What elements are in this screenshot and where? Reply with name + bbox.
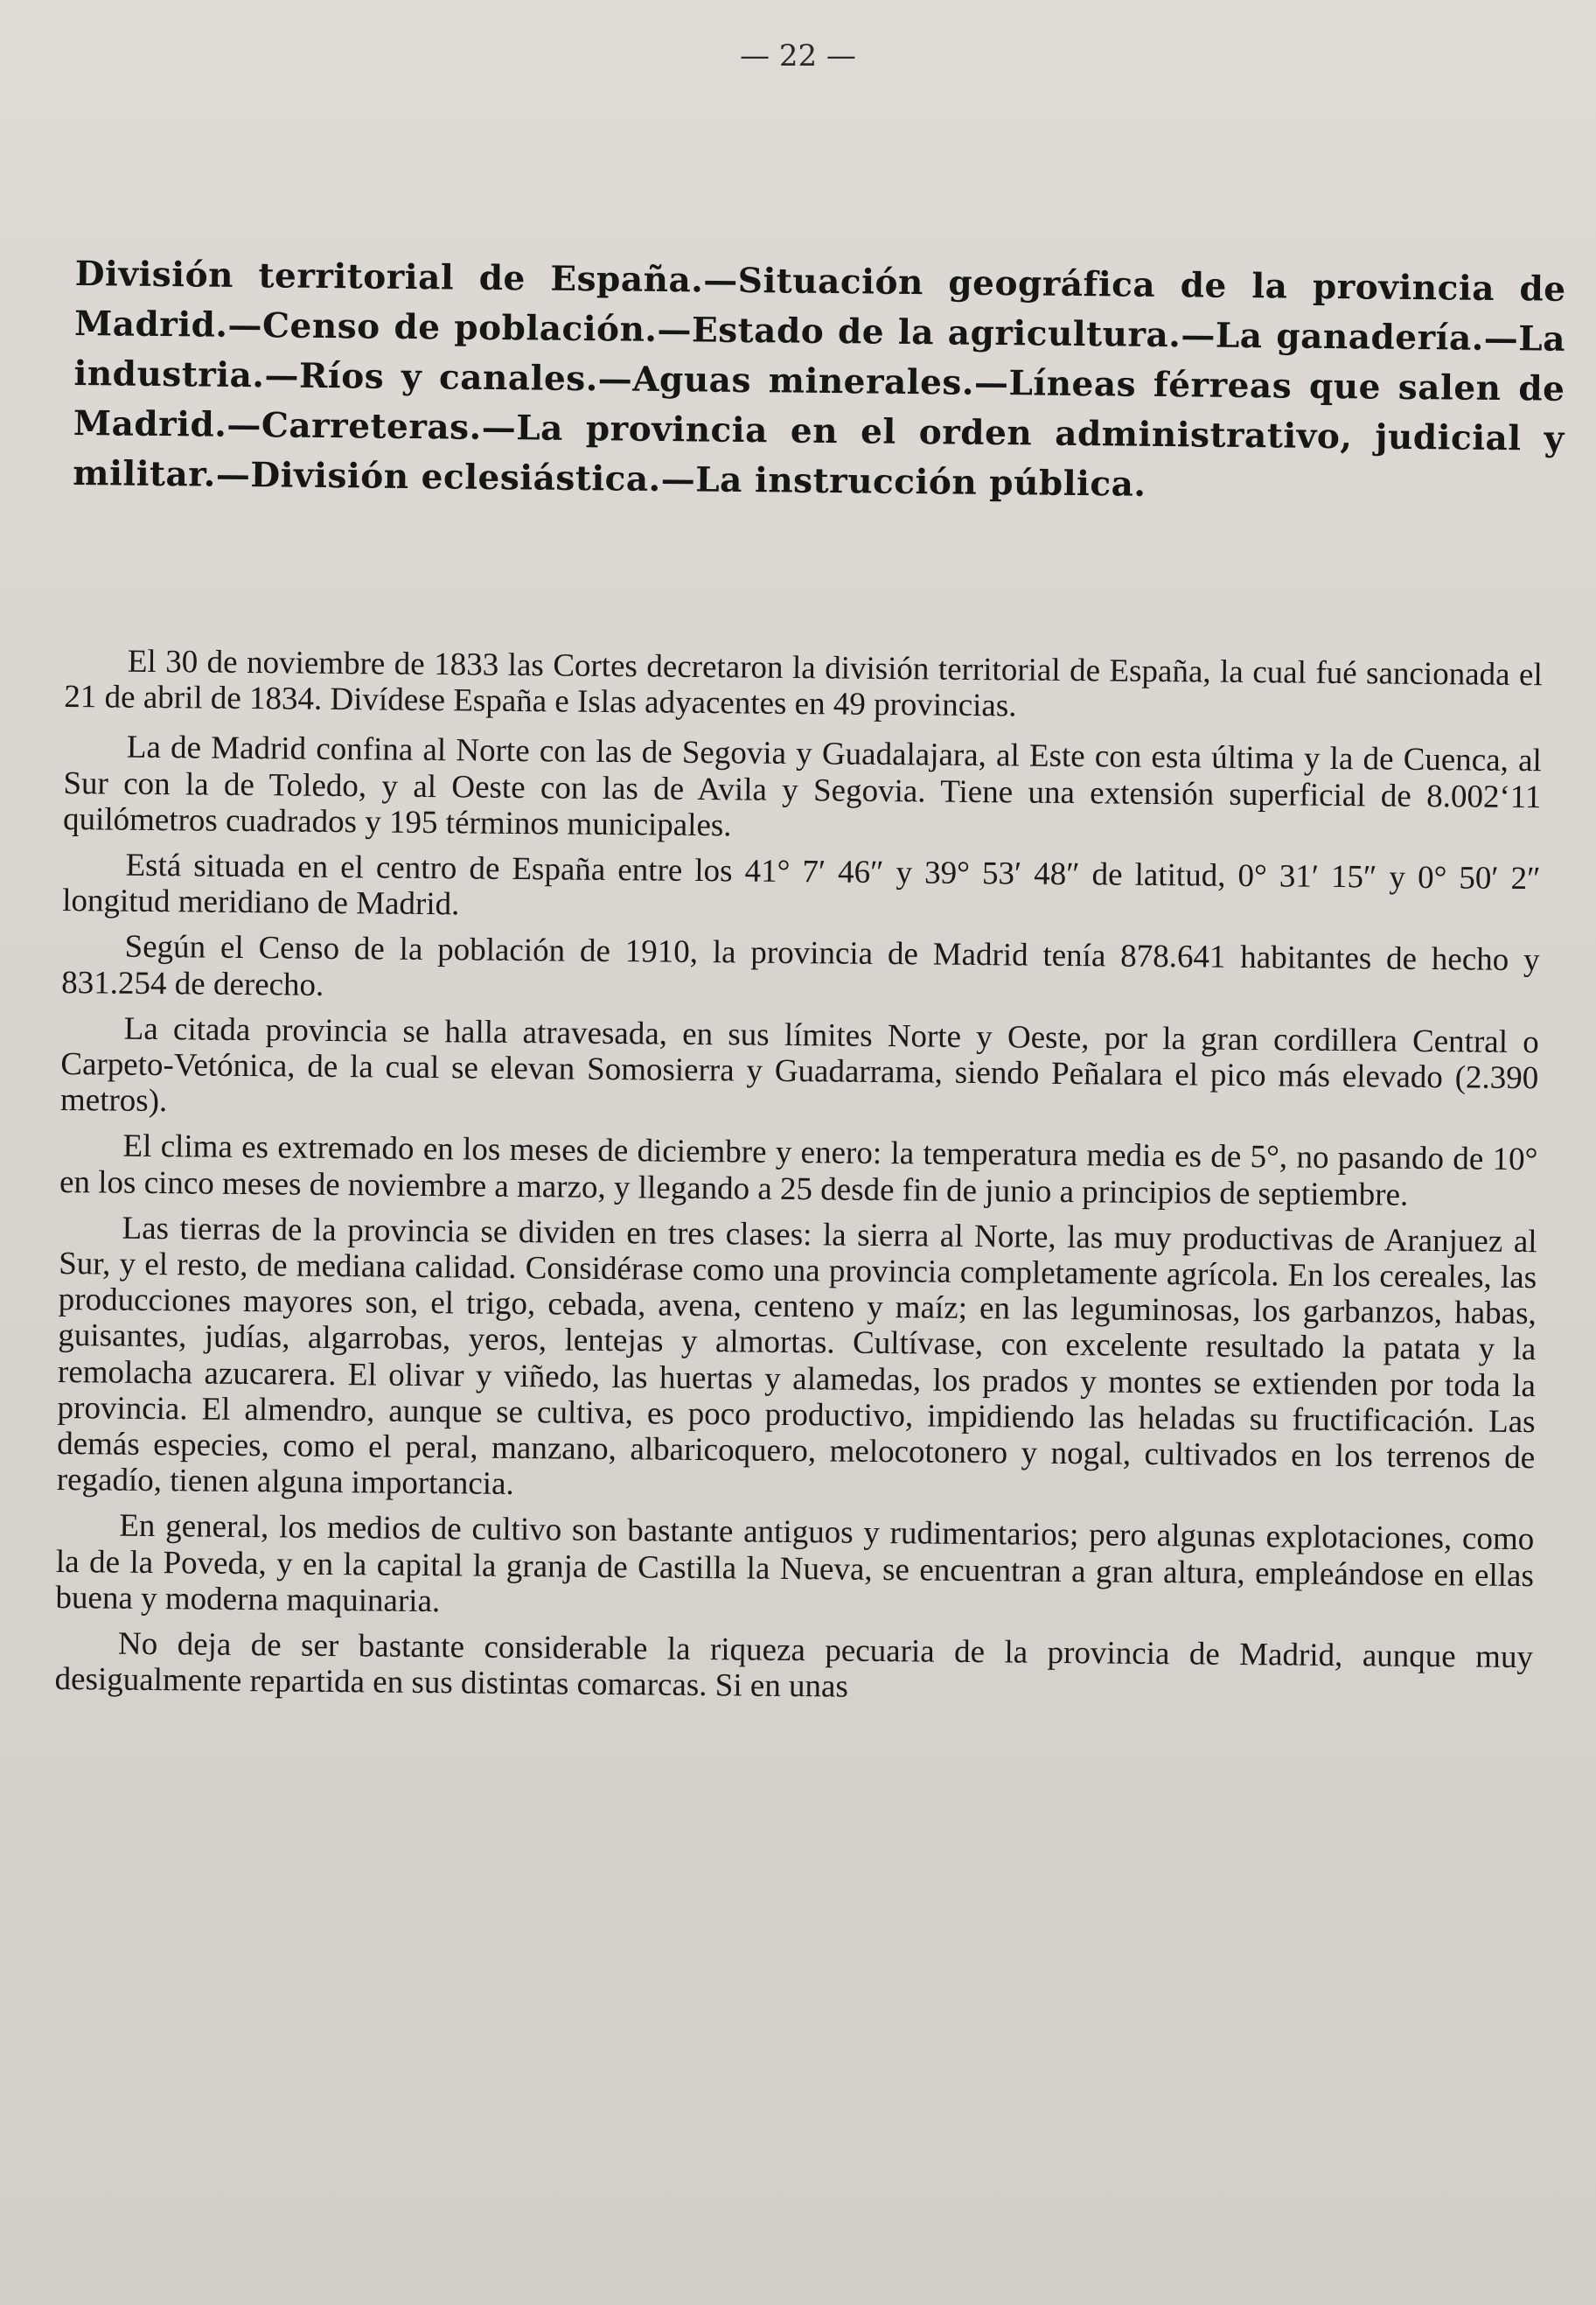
- paragraph: Está situada en el centro de España entre los 41° 7′ 46″ y 39° 53′ 48″ de latitud, 0° 31′ 15″ y 0° 50′ 2″ longitud meridiano de Madrid.: [61, 847, 1541, 923]
- page-number: — 22 —: [740, 38, 856, 73]
- paragraph: Las tierras de la provincia se dividen en tres clases: la sierra al Norte, las muy productivas de Aranjuez al Sur, y el resto, de mediana calidad. Considérase como una provincia completamente agrícola. En los cereales, las producciones mayores son, el trigo, cebada, avena, centeno y maíz; en las leguminosas, los garbanzos, habas, guisantes, judías, algarrobas, yeros, lentejas y almortas. Cultívase, con excelente resultado la patata y la remolacha azucarera. El olivar y viñedo, las huertas y alamedas, los prados y montes se extienden por toda la provincia. El almendro, aunque se cultiva, es poco productivo, impidiendo las heladas su fructificación. Las demás especies, como el peral, manzano, albaricoquero, melocotonero y nogal, cultivados en los terrenos de regadío, tienen alguna importancia.: [56, 1210, 1537, 1503]
- paragraph: La citada provincia se halla atravesada, en sus límites Norte y Oeste, por la gran cordillera Central o Carpeto-Vetónica, de la cual se elevan Somosierra y Guadarrama, siendo Peñalara el pico más elevado (2.390 metros).: [59, 1010, 1539, 1120]
- paragraph: En general, los medios de cultivo son bastante antiguos y rudimentarios; pero algunas explotaciones, como la de la Poveda, y en la capital la granja de Castilla la Nueva, se encuentran a gran altura, empleándose en ellas buena y moderna maquinaria.: [55, 1508, 1535, 1620]
- paragraph: El 30 de noviembre de 1833 las Cortes decretaron la división territorial de España, la cual fué sancionada el 21 de abril de 1834. Divídese España e Islas adyacentes en 49 provincias.: [64, 643, 1543, 724]
- paragraph: El clima es extremado en los meses de diciembre y enero: la temperatura media es de 5°, no pasando de 10° en los cinco meses de noviembre a marzo, y llegando a 25 desde fin de junio a principios de septiembre.: [59, 1128, 1538, 1213]
- body-text: [54, 643, 1543, 1722]
- paragraph: La de Madrid confina al Norte con las de Segovia y Guadalajara, al Este con esta última y la de Cuenca, al Sur con la de Toledo, y al Oeste con las de Avila y Segovia. Tiene una extensión superficial de 8.002‘11 quilómetros cuadrados y 195 términos municipales.: [62, 730, 1542, 844]
- paragraph: No deja de ser bastante considerable la riqueza pecuaria de la provincia de Madrid, aunque muy desigualmente repartida en sus distintas comarcas. Si en unas: [54, 1625, 1534, 1705]
- chapter-summary-heading: División territorial de España.—Situación geográfica de la provincia de Madrid.—Censo de población.—Estado de la agricultura.—La ganadería.—La industria.—Ríos y canales.—Aguas minerales.—Líneas férreas que salen de Madrid.—Carreteras.—La provincia en el orden administrativo, judicial y militar.—División eclesiástica.—La instrucción pública.: [73, 253, 1566, 505]
- paragraph: Según el Censo de la población de 1910, la provincia de Madrid tenía 878.641 habitantes de hecho y 831.254 de derecho.: [61, 929, 1540, 1003]
